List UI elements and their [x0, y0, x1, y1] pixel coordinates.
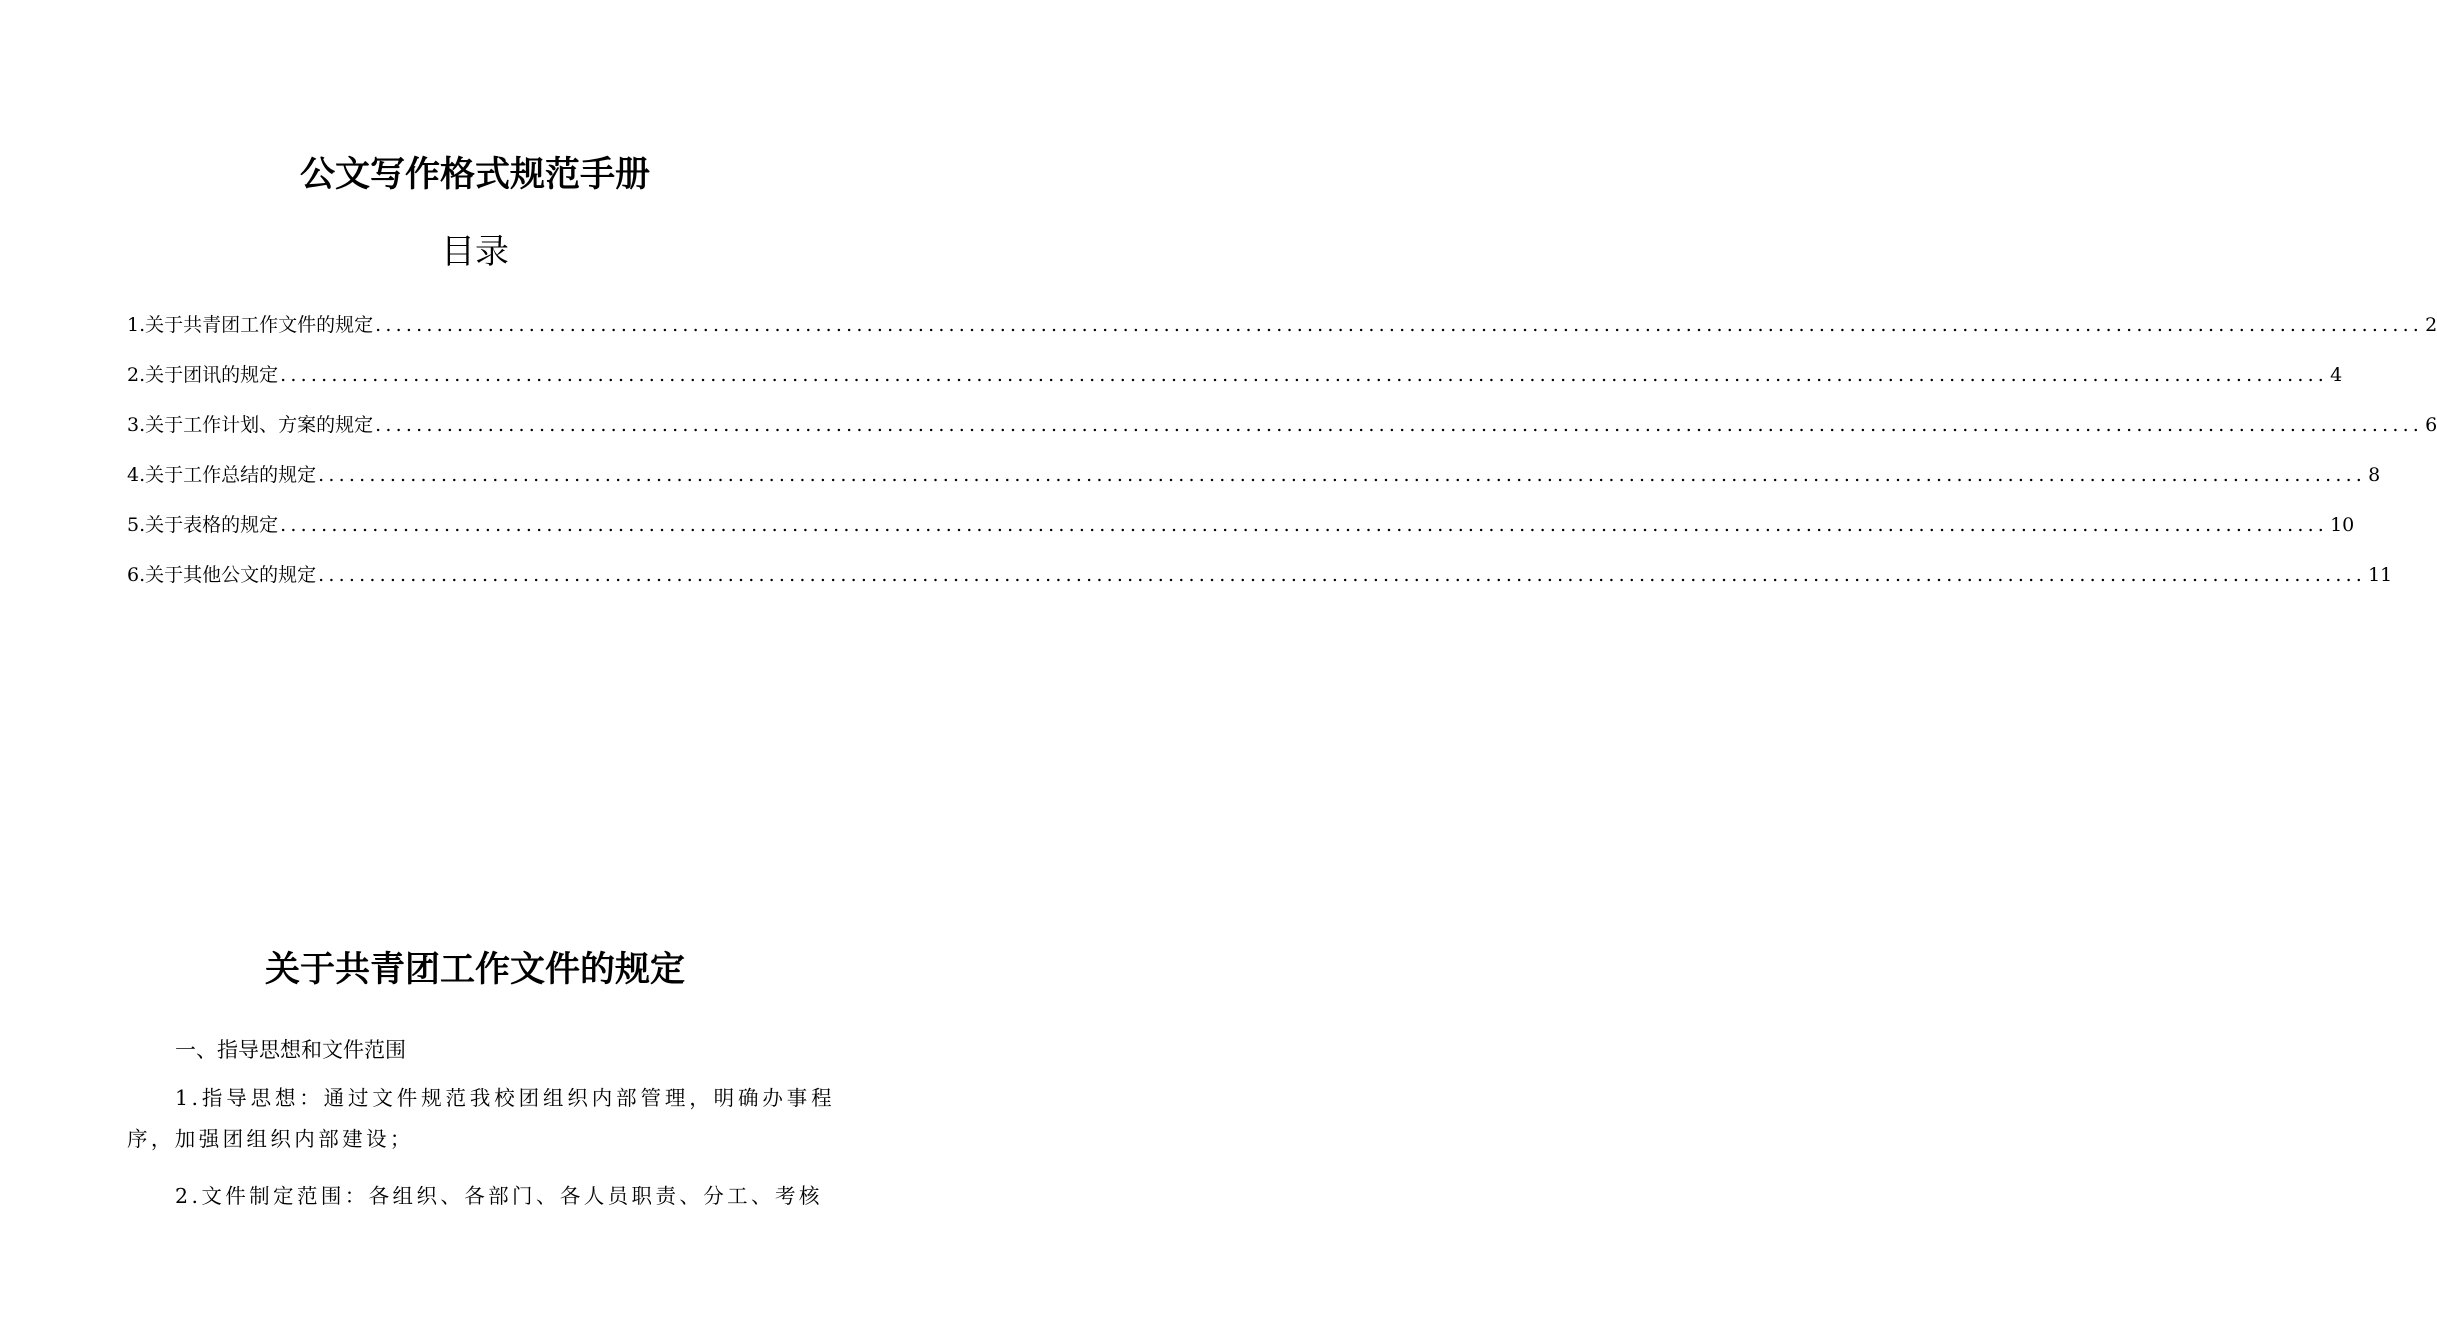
toc-dot-leader: ........................................................................................................................................................................................................ — [375, 314, 2424, 336]
toc-entry[interactable] — [127, 510, 2355, 560]
toc-entry-page: 10 — [2330, 514, 2355, 536]
toc-entry-page: 11 — [2368, 564, 2393, 586]
section-subheading: 一、指导思想和文件范围 — [175, 1038, 406, 1062]
toc-heading: 目录 — [441, 232, 509, 272]
toc-entry[interactable] — [127, 310, 2437, 360]
toc-dot-leader: ........................................................................................................................................................................................................ — [318, 564, 2367, 586]
toc-entry-page: 8 — [2368, 464, 2381, 486]
toc-entry-label: 4.关于工作总结的规定 — [127, 464, 317, 486]
toc-entry[interactable] — [127, 360, 2343, 410]
body-paragraph: 1.指导思想：通过文件规范我校团组织内部管理，明确办事程序，加强团组织内部建设； — [127, 1086, 835, 1151]
toc-entry-page: 6 — [2425, 414, 2437, 436]
toc-entry-label: 1.关于共青团工作文件的规定 — [127, 314, 374, 336]
table-of-contents — [127, 310, 2437, 610]
section-title: 关于共青团工作文件的规定 — [264, 949, 685, 990]
toc-dot-leader: ........................................................................................................................................................................................................ — [375, 414, 2424, 436]
body-paragraph: 2.文件制定范围：各组织、各部门、各人员职责、分工、考核 — [175, 1184, 823, 1208]
toc-entry-page: 4 — [2330, 364, 2343, 386]
toc-dot-leader: ........................................................................................................................................................................................................ — [280, 364, 2329, 386]
toc-entry-label: 3.关于工作计划、方案的规定 — [127, 414, 374, 436]
toc-entry-label: 2.关于团讯的规定 — [127, 364, 279, 386]
toc-entry-label: 6.关于其他公文的规定 — [127, 564, 317, 586]
document-title: 公文写作格式规范手册 — [299, 154, 650, 195]
toc-entry-label: 5.关于表格的规定 — [127, 514, 279, 536]
toc-entry[interactable] — [127, 460, 2381, 510]
toc-entry-page: 2 — [2425, 314, 2437, 336]
toc-dot-leader: ........................................................................................................................................................................................................ — [318, 464, 2367, 486]
toc-dot-leader: ........................................................................................................................................................................................................ — [280, 514, 2329, 536]
toc-entry[interactable] — [127, 410, 2437, 460]
toc-entry[interactable] — [127, 560, 2393, 610]
